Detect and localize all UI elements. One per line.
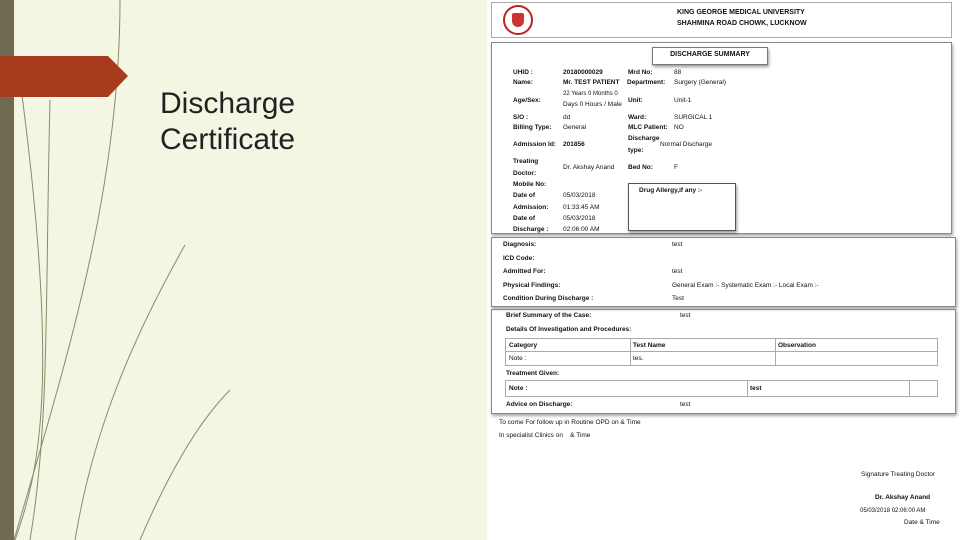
so-label: S/O : <box>513 114 529 119</box>
university-logo-icon <box>503 5 533 35</box>
bed-value: F <box>674 164 678 171</box>
age-sex-label: Age/Sex: <box>513 97 541 104</box>
condition-label: Condition During Discharge : <box>503 295 594 302</box>
title-marker-arrow <box>0 56 128 97</box>
ward-label: Ward: <box>628 114 647 119</box>
advice-value: test <box>680 401 691 408</box>
billing-value: General <box>563 124 587 131</box>
mobile-label: Mobile No: <box>513 181 547 188</box>
table-header-observation: Observation <box>778 342 816 349</box>
billing-label: Billing Type: <box>513 124 552 131</box>
table-col-divider <box>630 339 631 365</box>
age-value-line-2: Days 0 Hours / Male <box>563 101 622 108</box>
treating-doctor-value: Dr. Akshay Anand <box>563 164 615 171</box>
note-row <box>505 380 938 397</box>
doa-time: 01:33:45 AM <box>563 204 600 211</box>
discharge-document <box>487 0 960 540</box>
admission-id-value: 201856 <box>563 141 585 148</box>
slide-title-line-1: Discharge <box>160 87 296 120</box>
signing-datetime: 05/03/2018 02:06:00 AM <box>860 508 926 514</box>
table-row-divider <box>506 351 937 352</box>
mlc-value: NO <box>674 124 684 131</box>
followup-text: To come For follow up in Routine OPD on & Time <box>499 419 641 426</box>
physical-findings-value: General Exam :- Systematic Exam :- Local Exam :- <box>672 282 819 289</box>
discharge-type-label-2: type: <box>628 147 644 154</box>
treating-label-1: Treating <box>513 158 539 165</box>
summary-title: DISCHARGE SUMMARY <box>652 47 768 65</box>
mlc-label: MLC Patient: <box>628 124 668 131</box>
icd-label: ICD Code: <box>503 255 535 262</box>
doa-label-1: Date of <box>513 192 536 199</box>
investigation-table <box>505 338 938 366</box>
table-col-divider <box>775 339 776 365</box>
table-header-category: Category <box>509 342 538 349</box>
specialist-text: In specialist Clinics on & Time <box>499 432 591 439</box>
note-value: test <box>750 385 762 392</box>
so-value: dd <box>563 114 571 119</box>
uhid-value: 20180000029 <box>563 69 603 76</box>
name-value: Mr. TEST PATIENT <box>563 79 620 86</box>
slide-title-line-2: Certificate <box>160 123 296 156</box>
table-header-test-name: Test Name <box>633 342 666 349</box>
bed-label: Bed No: <box>628 164 653 171</box>
note-col-divider <box>909 381 910 396</box>
investigation-label: Details Of Investigation and Procedures: <box>506 326 632 333</box>
dod-label-1: Date of <box>513 215 536 222</box>
physical-findings-label: Physical Findings: <box>503 282 561 289</box>
department-value: Surgery (General) <box>674 79 727 86</box>
unit-label: Unit: <box>628 97 643 104</box>
university-address: SHAHMINA ROAD CHOWK, LUCKNOW <box>677 20 807 27</box>
admitted-for-value: test <box>672 268 683 275</box>
age-value-line-1: 22 Years 0 Months 0 <box>563 91 618 97</box>
signing-doctor: Dr. Akshay Anand <box>875 494 931 501</box>
mrd-label: Mrd No: <box>628 69 653 76</box>
brief-summary-label: Brief Summary of the Case: <box>506 312 592 319</box>
admission-id-label: Admission Id: <box>513 141 556 148</box>
drug-allergy-label: Drug Allergy,if any :- <box>639 187 703 194</box>
diagnosis-value: test <box>672 241 683 248</box>
slide-title <box>160 86 295 158</box>
brief-summary-value: test <box>680 312 691 319</box>
condition-value: Test <box>672 295 684 302</box>
name-label: Name: <box>513 79 533 86</box>
drug-allergy-box <box>628 183 736 231</box>
discharge-type-value: Normal Discharge <box>660 141 713 148</box>
note-col-divider <box>747 381 748 396</box>
advice-label: Advice on Discharge: <box>506 401 573 408</box>
diagnosis-label: Diagnosis: <box>503 241 537 248</box>
mrd-value: 88 <box>674 69 682 76</box>
doa-date: 05/03/2018 <box>563 192 596 199</box>
dod-label-2: Discharge : <box>513 226 549 233</box>
document-header <box>491 2 952 38</box>
dod-date: 05/03/2018 <box>563 215 596 222</box>
dod-time: 02:06:00 AM <box>563 226 600 233</box>
signature-label: Signature Treating Doctor <box>861 471 936 478</box>
university-name: KING GEORGE MEDICAL UNIVERSITY <box>677 9 805 16</box>
discharge-type-label-1: Discharge <box>628 135 660 142</box>
table-cell-test-name: tes. <box>633 355 644 362</box>
table-cell-category: Note : <box>509 355 527 362</box>
date-time-label: Date & Time <box>904 519 940 526</box>
treatment-label: Treatment Given: <box>506 370 560 377</box>
department-label: Department: <box>627 79 666 86</box>
uhid-label: UHID : <box>513 69 533 76</box>
unit-value: Unit-1 <box>674 97 692 104</box>
note-label: Note : <box>509 385 528 392</box>
ward-value: SURGICAL 1 <box>674 114 713 119</box>
treating-label-2: Doctor: <box>513 170 537 177</box>
doa-label-2: Admission: <box>513 204 549 211</box>
university-name-block <box>677 7 807 29</box>
admitted-for-label: Admitted For: <box>503 268 546 275</box>
